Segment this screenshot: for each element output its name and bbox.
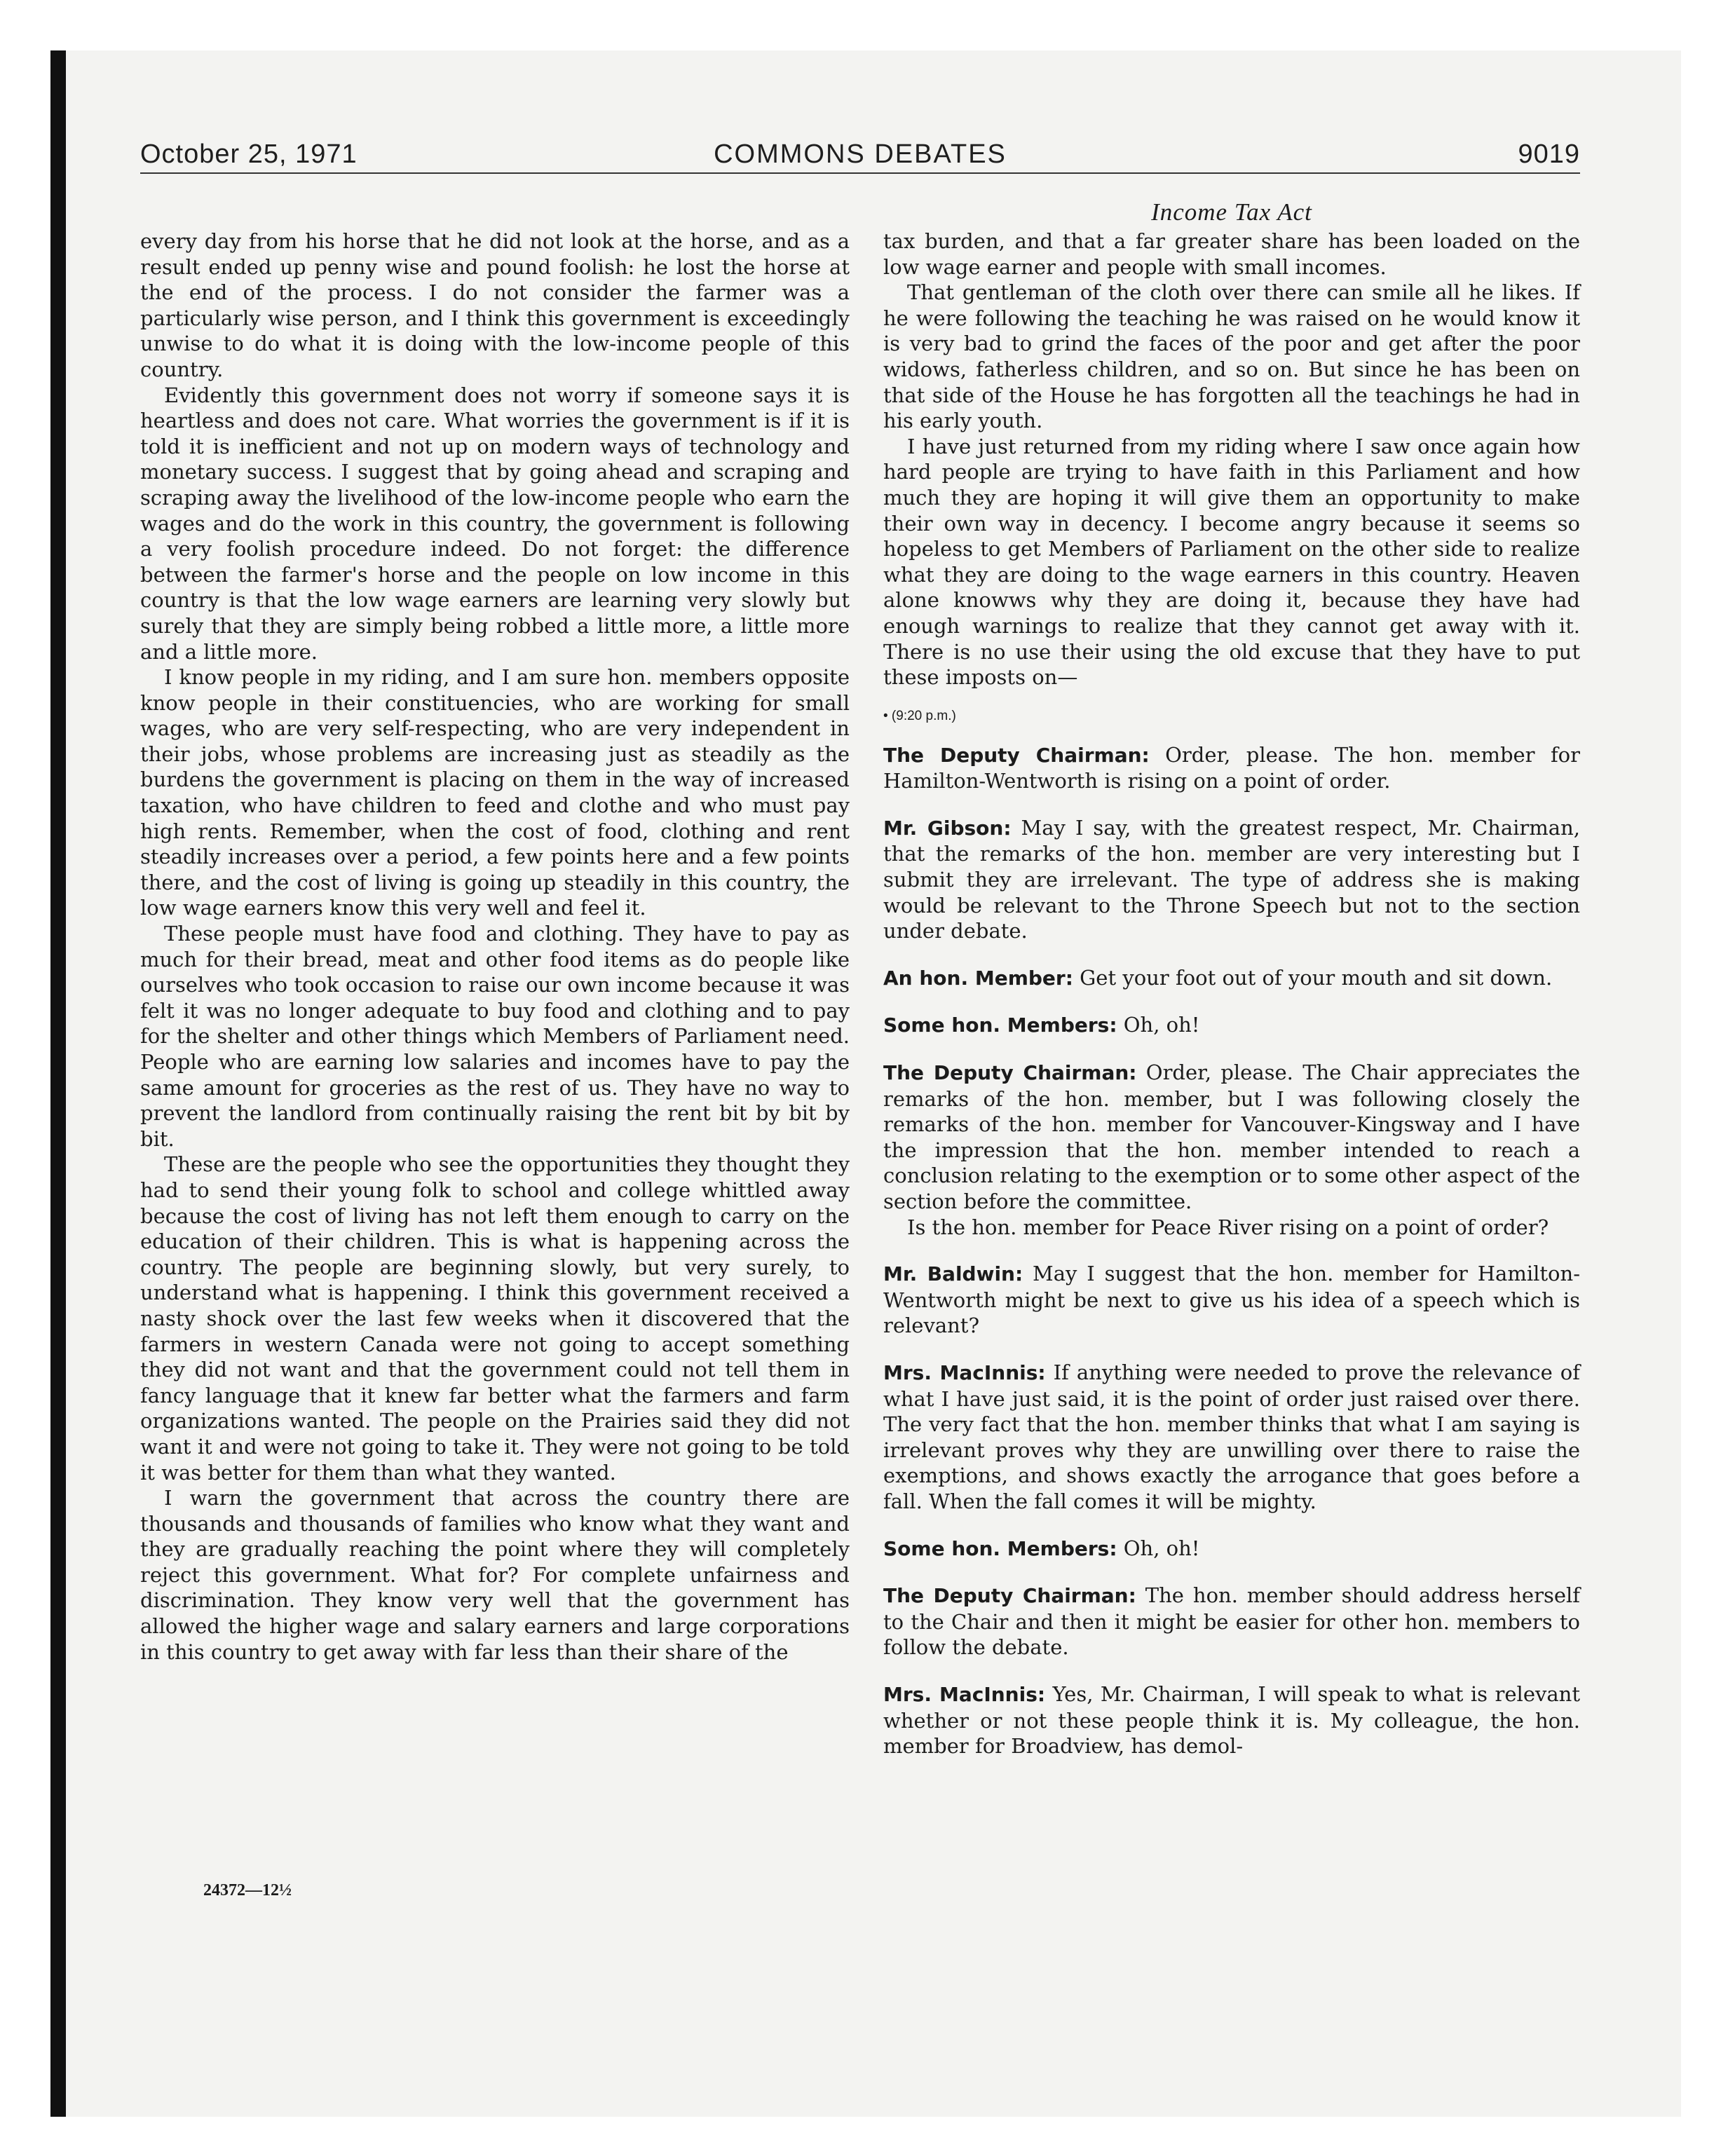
footer-code: 24372—12½ bbox=[203, 1881, 292, 1899]
speaker-name: Mr. Baldwin: bbox=[883, 1262, 1023, 1286]
paragraph: These people must have food and clothing. They have to pay as much for their bread, meat and other food items as do people like ourselves who took occasion to raise our own income because it was felt it was no longer adequate to buy food and clothing and to pay for the shelter and other things which Members of Parliament need. People who are earning low salaries and incomes have to pay the same amount for groceries as the rest of us. They have no way to prevent the landlord from continually raising the rent bit by bit by bit. bbox=[140, 922, 850, 1151]
paragraph: every day from his horse that he did not look at the horse, and as a result ended up penny wise and pound foolish: he lost the horse at the end of the process. I do not consider the farmer was a particularly wise person, and I think this government is exceedingly unwise to do what it is doing with the low-income people of this country. bbox=[140, 229, 850, 381]
speaker-name: The Deputy Chairman: bbox=[883, 1061, 1137, 1085]
speech-text: The hon. member should address herself to the Chair and then it might be easier for other hon. members to follow the debate. bbox=[883, 1583, 1580, 1660]
speech bbox=[883, 1360, 1580, 1515]
paragraph: I know people in my riding, and I am sure hon. members opposite know people in their constituencies, who are working for small wages, who are very self-respecting, who are very independent in their jobs, whose problems are increasing just as steadily as the burdens the government is placing on them in the way of increased taxation, who have children to feed and clothe and who must pay high rents. Remember, when the cost of food, clothing and rent steadily increases over a period, a few points here and a few points there, and the cost of living is going up steadily in this country, the low wage earners know this very well and feel it. bbox=[140, 665, 850, 920]
speech-text: If anything were needed to prove the relevance of what I have just said, it is the point of order just raised over there. The very fact that the hon. member thinks that what I am saying is irrelevant proves why they are unwilling over there to raise the exemptions, and shows exactly the arrogance that goes before a fall. When the fall comes it will be mighty. bbox=[883, 1360, 1580, 1513]
speaker-name: Some hon. Members: bbox=[883, 1014, 1117, 1037]
speech-text: Order, please. The hon. member for Hamilton-Wentworth is rising on a point of order. bbox=[883, 742, 1580, 793]
speaker-name: Mrs. MacInnis: bbox=[883, 1682, 1046, 1706]
speech-text: May I suggest that the hon. member for Hamilton-Wentworth might be next to give us his idea of a speech which is relevant? bbox=[883, 1262, 1580, 1338]
speech-text: Get your foot out of your mouth and sit down. bbox=[1073, 965, 1553, 990]
page-header bbox=[140, 137, 1580, 174]
paragraph: Evidently this government does not worry if someone says it is heartless and does not care. What worries the government is if it is told it is inefficient and not up on modern ways of technology and monetary success. I suggest that by going ahead and scraping and scraping away the livelihood of the low-income people who earn the wages and do the work in this country, the government is following a very foolish procedure indeed. Do not forget: the difference between the farmer's horse and the people on low income in this country is that the low wage earners are learning very slowly but surely that they are simply being robbed a little more, a little more and a little more. bbox=[140, 383, 850, 664]
timestamp: • (9:20 p.m.) bbox=[883, 708, 956, 723]
speech bbox=[883, 1060, 1580, 1215]
speech bbox=[883, 965, 1580, 992]
speaker-name: Mrs. MacInnis: bbox=[883, 1360, 1046, 1384]
speech-text: Oh, oh! bbox=[1117, 1013, 1200, 1037]
speaker-name: The Deputy Chairman: bbox=[883, 1584, 1136, 1608]
paragraph: I warn the government that across the country there are thousands and thousands of families who know what they want and they are gradually reaching the point where they will completely reject this government. What for? For complete unfairness and discrimination. They know very well that the government has allowed the higher wage and salary earners and large corporations in this country to get away with far less than their share of the bbox=[140, 1486, 850, 1664]
section-heading: Income Tax Act bbox=[1151, 198, 1312, 226]
speech-text: May I say, with the greatest respect, Mr. Chairman, that the remarks of the hon. member are very interesting but I submit they are irrelevant. The type of address she is making would be relevant to the Throne Speech but not to the section under debate. bbox=[883, 815, 1580, 943]
left-column bbox=[140, 228, 850, 1665]
speech bbox=[883, 1012, 1580, 1039]
header-date: October 25, 1971 bbox=[140, 139, 358, 169]
right-column bbox=[883, 228, 1580, 1759]
speaker-name: Mr. Gibson: bbox=[883, 816, 1012, 840]
speaker-name: Some hon. Members: bbox=[883, 1536, 1117, 1560]
speech bbox=[883, 742, 1580, 794]
scan-left-edge bbox=[50, 50, 66, 2117]
paragraph: tax burden, and that a far greater share has been loaded on the low wage earner and people with small incomes. bbox=[883, 229, 1580, 279]
speech-text: Oh, oh! bbox=[1117, 1536, 1200, 1560]
speaker-name: The Deputy Chairman: bbox=[883, 743, 1150, 767]
paragraph: I have just returned from my riding where I saw once again how hard people are trying to have faith in this Parliament and how much they are hoping it will give them an opportunity to make their own way in decency. I become angry because it seems so hopeless to get Members of Parliament on the other side to realize what they are doing to the wage earners in this country. Heaven alone knowws why they are doing it, because they have had enough warnings to realize that they cannot get away with it. There is no use their using the old excuse that they have to put these imposts on— bbox=[883, 434, 1580, 690]
speech bbox=[883, 1261, 1580, 1339]
speech-text: Yes, Mr. Chairman, I will speak to what is relevant whether or not these people think it is. My colleague, the hon. member for Broadview, has demol- bbox=[883, 1681, 1580, 1759]
speech bbox=[883, 1536, 1580, 1562]
speech bbox=[883, 1583, 1580, 1660]
header-page-number: 9019 bbox=[1518, 139, 1580, 169]
header-title: COMMONS DEBATES bbox=[714, 139, 1007, 169]
speech bbox=[883, 815, 1580, 944]
speaker-name: An hon. Member: bbox=[883, 966, 1073, 990]
speech-text: Order, please. The Chair appreciates the remarks of the hon. member, but I was following closely the remarks of the hon. member for Vancouver-Kingsway and I have the impression that the hon. member intended to reach a conclusion relating to the exemption or to some other aspect of the section before the committee. bbox=[883, 1060, 1580, 1213]
paragraph: These are the people who see the opportunities they thought they had to send their young folk to school and college whittled away because the cost of living has not left them enough to carry on the education of their children. This is what is happening across the country. The people are beginning slowly, but very surely, to understand what is happening. I think this government received a nasty shock over the last few weeks when it discovered that the farmers in western Canada were not going to accept something they did not want and that the government could not tell them in fancy language that it knew far better what the farmers and farm organizations wanted. The people on the Prairies said they did not want it and were not going to take it. They were not going to be told it was better for them than what they wanted. bbox=[140, 1152, 850, 1485]
paragraph: Is the hon. member for Peace River rising on a point of order? bbox=[907, 1215, 1549, 1239]
paragraph: That gentleman of the cloth over there can smile all he likes. If he were following the teaching he was raised on he would know it is very bad to grind the faces of the poor and get after the poor widows, fatherless children, and so on. But since he has been on that side of the House he has forgotten all the teachings he had in his early youth. bbox=[883, 280, 1580, 433]
speech bbox=[883, 1681, 1580, 1759]
